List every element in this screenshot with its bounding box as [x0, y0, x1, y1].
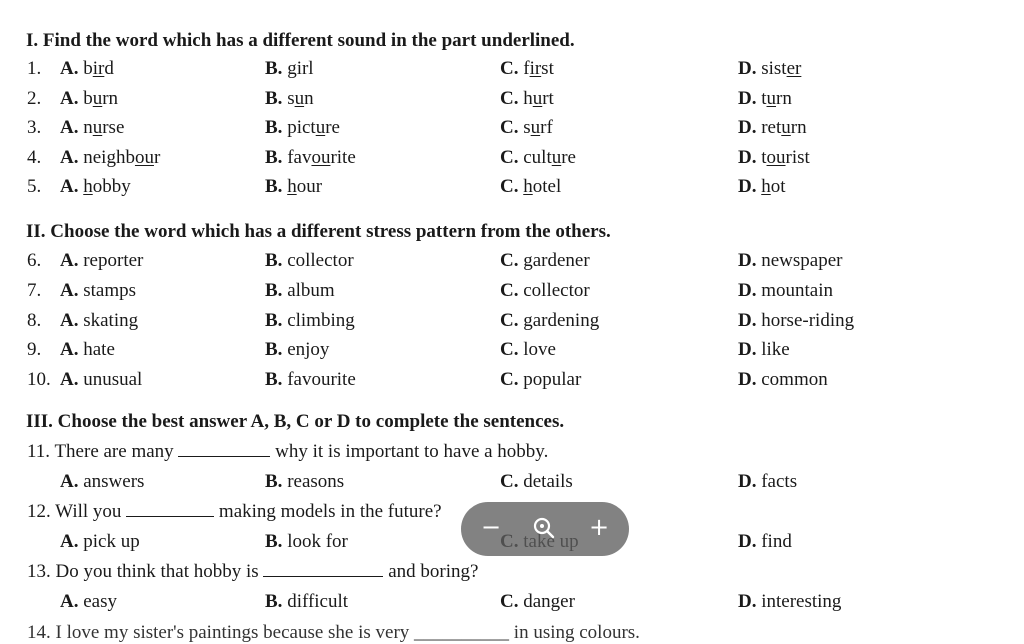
option-underlined-part: u: [530, 117, 541, 138]
option-text: look for: [282, 531, 348, 552]
option-b: [265, 147, 356, 169]
option-letter: B.: [265, 591, 283, 612]
option-text: gardening: [518, 309, 600, 331]
option-b: [265, 531, 348, 553]
question-number: 9.: [27, 339, 42, 361]
question-row: [0, 147, 1024, 175]
option-a: [60, 471, 144, 493]
option-letter: B.: [265, 117, 283, 138]
option-a: [60, 280, 136, 302]
option-underlined-part: h: [523, 176, 533, 197]
option-text: find: [756, 531, 792, 552]
option-a: [60, 339, 115, 361]
option-letter: D.: [738, 250, 757, 271]
zoom-controls: [461, 502, 629, 556]
option-letter: D.: [738, 87, 757, 109]
question-number: 10.: [27, 369, 51, 391]
option-c: [500, 591, 575, 613]
option-letter: C.: [500, 176, 519, 197]
option-underlined-part: u: [551, 146, 562, 168]
option-c: [500, 339, 556, 361]
option-underlined-part: g: [287, 58, 297, 79]
option-text-post: otel: [532, 176, 562, 197]
option-text: stamps: [78, 279, 137, 301]
option-text: danger: [518, 591, 575, 612]
option-text-pre: t: [756, 146, 767, 168]
option-letter: D.: [738, 531, 757, 552]
question-stem: [0, 561, 1024, 589]
option-underlined-part: ou: [766, 146, 786, 168]
option-d: [738, 339, 790, 361]
option-a: [60, 147, 160, 169]
option-b: [265, 339, 329, 361]
option-d: [738, 117, 807, 139]
option-letter: B.: [265, 309, 283, 331]
option-text-post: rf: [540, 117, 553, 138]
option-letter: A.: [60, 309, 79, 331]
option-letter: A.: [60, 591, 79, 612]
question-number: 1.: [27, 58, 42, 79]
option-c: [500, 176, 561, 198]
question-row: [0, 58, 1024, 86]
question-stem: [0, 441, 1024, 469]
option-b: [265, 591, 348, 613]
answer-blank: [126, 502, 214, 517]
option-underlined-part: ou: [134, 146, 154, 168]
option-letter: C.: [500, 339, 519, 361]
option-text: popular: [518, 369, 582, 391]
stem-pre: 11. There are many: [27, 441, 179, 462]
option-c: [500, 280, 590, 302]
option-underlined-part: ou: [311, 146, 331, 168]
option-c: [500, 117, 553, 139]
stem-post: and boring?: [383, 561, 479, 582]
option-d: [738, 369, 828, 391]
option-letter: D.: [738, 591, 757, 612]
option-d: [738, 591, 841, 613]
option-d: [738, 147, 810, 169]
option-c: [500, 88, 554, 110]
question-number: 4.: [27, 146, 42, 168]
option-c: [500, 147, 576, 169]
question-number: 8.: [27, 309, 42, 331]
option-text: favourite: [282, 369, 356, 391]
option-letter: D.: [738, 146, 757, 168]
option-letter: D.: [738, 117, 757, 138]
option-underlined-part: u: [92, 117, 103, 138]
option-c: [500, 250, 590, 272]
option-letter: B.: [265, 250, 283, 271]
section-1-title: I. Find the word which has a different sound in the part underlined.: [26, 30, 575, 51]
zoom-in-button[interactable]: +: [588, 513, 610, 541]
option-text: horse-riding: [756, 309, 855, 331]
option-underlined-part: u: [532, 87, 543, 109]
option-letter: B.: [265, 369, 283, 391]
option-a: [60, 176, 131, 198]
option-b: [265, 310, 355, 332]
question-14-partial: 14. I love my sister's paintings because she is very __________ in using colours.: [27, 622, 640, 643]
magnifier-icon[interactable]: [524, 508, 564, 548]
question-number: 3.: [27, 117, 42, 138]
option-letter: A.: [60, 117, 79, 138]
option-text-post: rse: [102, 117, 125, 138]
question-number: 2.: [27, 87, 42, 109]
option-letter: A.: [60, 369, 79, 391]
option-c: [500, 369, 581, 391]
option-b: [265, 471, 344, 493]
option-letter: B.: [265, 176, 283, 197]
option-a: [60, 591, 117, 613]
option-a: [60, 117, 124, 139]
option-letter: D.: [738, 339, 757, 361]
question-row: [0, 310, 1024, 338]
option-text: gardener: [518, 250, 590, 271]
question-number: 7.: [27, 279, 42, 301]
option-underlined-part: u: [766, 87, 777, 109]
option-letter: C.: [500, 117, 519, 138]
option-text-pre: fav: [282, 146, 312, 168]
option-text: mountain: [756, 279, 834, 301]
option-letter: A.: [60, 339, 79, 361]
option-b: [265, 280, 335, 302]
option-letter: A.: [60, 87, 79, 109]
option-text: climbing: [282, 309, 355, 331]
option-text-post: rn: [102, 87, 119, 109]
option-letter: A.: [60, 279, 79, 301]
question-stem-text: [27, 501, 442, 523]
stem-post: making models in the future?: [214, 501, 442, 522]
option-letter: B.: [265, 471, 283, 492]
option-a: [60, 88, 118, 110]
option-text-pre: b: [78, 58, 93, 79]
option-letter: B.: [265, 58, 283, 79]
question-stem-text: [27, 441, 548, 463]
option-a: [60, 531, 140, 553]
options-row: [0, 471, 1024, 499]
option-text: enjoy: [282, 339, 330, 361]
option-text-pre: b: [78, 87, 93, 109]
option-text: common: [756, 369, 828, 391]
answer-blank: [178, 442, 270, 457]
option-d: [738, 58, 801, 80]
option-d: [738, 176, 786, 198]
option-text: skating: [78, 309, 139, 331]
option-text-pre: s: [518, 117, 531, 138]
option-text: love: [518, 339, 556, 361]
option-letter: B.: [265, 339, 283, 361]
option-text-pre: h: [518, 87, 533, 109]
option-text-pre: s: [282, 87, 295, 109]
option-d: [738, 280, 833, 302]
option-text-post: rite: [330, 146, 356, 168]
question-row: [0, 369, 1024, 397]
option-text-pre: f: [518, 58, 530, 79]
option-text-post: r: [153, 146, 161, 168]
question-row: [0, 280, 1024, 308]
option-text-post: obby: [92, 176, 131, 197]
option-a: [60, 58, 114, 80]
option-letter: C.: [500, 87, 519, 109]
option-letter: A.: [60, 58, 79, 79]
option-letter: B.: [265, 87, 283, 109]
option-text-post: rn: [790, 117, 807, 138]
option-text: reporter: [78, 250, 144, 271]
option-c: [500, 58, 554, 80]
option-text-post: rt: [542, 87, 554, 109]
option-underlined-part: h: [761, 176, 771, 197]
option-text-pre: ret: [756, 117, 782, 138]
option-text: collector: [518, 279, 590, 301]
option-text-post: st: [541, 58, 554, 79]
option-text: easy: [78, 591, 117, 612]
option-letter: C.: [500, 58, 519, 79]
option-b: [265, 176, 322, 198]
option-letter: D.: [738, 369, 757, 391]
option-letter: A.: [60, 176, 79, 197]
option-b: [265, 369, 356, 391]
question-row: [0, 250, 1024, 278]
option-text: reasons: [282, 471, 345, 492]
zoom-out-button[interactable]: −: [480, 513, 502, 541]
option-text: hate: [78, 339, 115, 361]
option-letter: B.: [265, 146, 283, 168]
option-letter: A.: [60, 471, 79, 492]
option-text-post: ot: [770, 176, 786, 197]
option-letter: C.: [500, 309, 519, 331]
option-text-post: d: [104, 58, 114, 79]
stem-pre: 13. Do you think that hobby is: [27, 561, 264, 582]
option-d: [738, 310, 854, 332]
option-underlined-part: u: [315, 117, 326, 138]
option-d: [738, 250, 842, 272]
section-2-title: II. Choose the word which has a different stress pattern from the others.: [26, 221, 611, 242]
answer-blank: [263, 562, 383, 577]
stem-pre: 12. Will you: [27, 501, 127, 522]
option-letter: D.: [738, 471, 757, 492]
option-text: album: [282, 279, 335, 301]
option-text: unusual: [78, 369, 143, 391]
option-underlined-part: ir: [92, 58, 105, 79]
option-text-post: rist: [785, 146, 810, 168]
option-b: [265, 58, 314, 80]
option-b: [265, 117, 340, 139]
option-a: [60, 250, 143, 272]
option-text-post: irl: [296, 58, 314, 79]
option-letter: D.: [738, 176, 757, 197]
option-a: [60, 369, 142, 391]
option-text: pick up: [78, 531, 140, 552]
option-b: [265, 88, 314, 110]
question-number: 5.: [27, 176, 42, 197]
option-underlined-part: u: [781, 117, 791, 138]
option-text: facts: [756, 471, 798, 492]
option-underlined-part: u: [92, 87, 103, 109]
option-text: difficult: [282, 591, 349, 612]
option-letter: A.: [60, 531, 79, 552]
option-underlined-part: h: [83, 176, 93, 197]
option-underlined-part: h: [287, 176, 297, 197]
option-letter: C.: [500, 591, 519, 612]
option-text: newspaper: [756, 250, 843, 271]
option-text: answers: [78, 471, 145, 492]
option-text-pre: cult: [518, 146, 552, 168]
option-letter: C.: [500, 250, 519, 271]
option-text-post: n: [304, 87, 314, 109]
option-text-post: re: [325, 117, 340, 138]
option-text: collector: [282, 250, 354, 271]
question-row: [0, 88, 1024, 116]
option-text-pre: n: [78, 117, 93, 138]
option-d: [738, 471, 797, 493]
option-text: like: [756, 339, 790, 361]
options-row: [0, 591, 1024, 619]
option-c: [500, 471, 573, 493]
option-d: [738, 88, 792, 110]
option-letter: D.: [738, 309, 757, 331]
stem-post: why it is important to have a hobby.: [270, 441, 549, 462]
option-letter: D.: [738, 58, 757, 79]
question-row: [0, 339, 1024, 367]
option-letter: D.: [738, 279, 757, 301]
option-letter: A.: [60, 146, 79, 168]
option-text-post: rn: [776, 87, 792, 109]
question-row: [0, 176, 1024, 204]
option-letter: B.: [265, 531, 283, 552]
option-underlined-part: u: [294, 87, 305, 109]
option-text: details: [518, 471, 573, 492]
option-underlined-part: er: [786, 58, 802, 79]
option-text-pre: neighb: [78, 146, 135, 168]
option-text-post: our: [296, 176, 323, 197]
option-text-pre: sist: [756, 58, 787, 79]
question-number: 6.: [27, 250, 42, 271]
option-text: interesting: [756, 591, 842, 612]
question-stem-text: [27, 561, 478, 583]
option-text-pre: t: [756, 87, 767, 109]
option-letter: C.: [500, 471, 519, 492]
option-c: [500, 310, 599, 332]
option-b: [265, 250, 354, 272]
option-text-post: re: [561, 146, 576, 168]
option-letter: A.: [60, 250, 79, 271]
option-a: [60, 310, 138, 332]
option-letter: C.: [500, 146, 519, 168]
section-3-title: III. Choose the best answer A, B, C or D to complete the sentences.: [26, 411, 565, 432]
option-letter: C.: [500, 279, 519, 301]
option-d: [738, 531, 792, 553]
option-text-pre: pict: [282, 117, 316, 138]
option-letter: B.: [265, 279, 283, 301]
option-letter: C.: [500, 369, 519, 391]
question-row: [0, 117, 1024, 145]
option-underlined-part: ir: [529, 58, 542, 79]
